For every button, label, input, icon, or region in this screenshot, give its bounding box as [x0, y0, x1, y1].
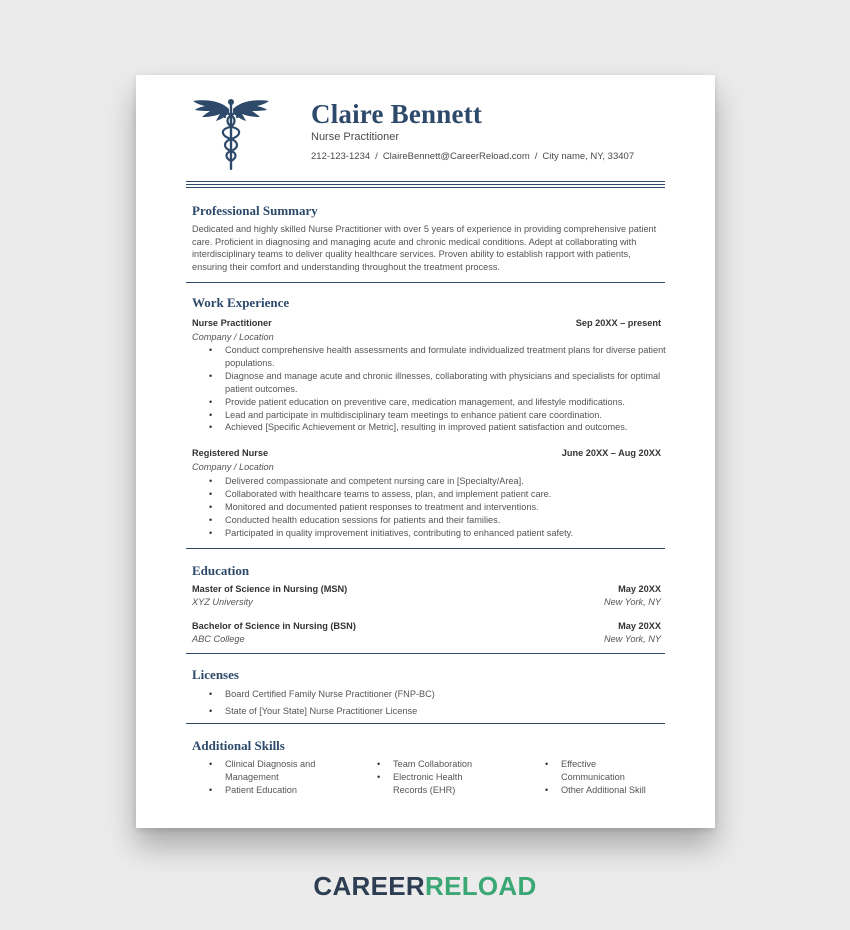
resume-page: [136, 75, 715, 828]
job-title: Nurse Practitioner: [311, 131, 400, 143]
license-item: • State of [Your State] Nurse Practitioner License: [225, 705, 685, 718]
license-item: • Board Certified Family Nurse Practitioner (FNP-BC): [225, 688, 685, 701]
section-divider: [186, 548, 665, 549]
job-company: Company / Location: [192, 462, 274, 472]
degree-name: Bachelor of Science in Nursing (BSN): [192, 621, 356, 631]
job-header: [192, 447, 661, 460]
summary-text: Dedicated and highly skilled Nurse Practitioner with over 5 years of experience in providing comprehensive patient care. Proficient in diagnosing and managing acute and chronic medical conditions. Adept at collaborating with interdisciplinary teams to deliver quality healthcare services. Proven ability to establish rapport with patients, ensuring their comfort and understanding throughout the treatment process.: [192, 224, 657, 272]
skills-column: [360, 758, 493, 797]
bullet-item: • Lead and participate in multidisciplinary team meetings to enhance patient care coordination.: [225, 409, 685, 422]
header-divider-line: [186, 187, 665, 188]
contact-separator: /: [375, 151, 378, 162]
skills-column: [192, 758, 325, 797]
section-heading-education: Education: [192, 563, 250, 578]
job-role: Nurse Practitioner: [192, 318, 272, 328]
bullet-item: • Delivered compassionate and competent nursing care in [Specialty/Area].: [225, 475, 685, 488]
career-reload-logo: [0, 871, 850, 902]
section-heading-skills: Additional Skills: [192, 738, 285, 753]
bullet-item: • Collaborated with healthcare teams to assess, plan, and implement patient care.: [225, 488, 685, 501]
skill-item: • Other Additional Skill: [561, 784, 661, 797]
bullet-item: • Participated in quality improvement initiatives, contributing to enhanced patient safety.: [225, 527, 685, 540]
job-dates: June 20XX – Aug 20XX: [561, 448, 661, 458]
job-role: Registered Nurse: [192, 448, 269, 458]
contact-line: [311, 151, 634, 162]
section-heading-summary: Professional Summary: [192, 203, 318, 218]
school-name: XYZ University: [192, 597, 253, 607]
header-divider-line: [186, 181, 665, 182]
bullet-item: • Conduct comprehensive health assessments and formulate individualized treatment plans for diverse patient populations.: [225, 344, 685, 370]
education-header: [192, 583, 661, 596]
job-header: [192, 317, 661, 330]
bullet-item: • Diagnose and manage acute and chronic illnesses, collaborating with physicians and specialists for optimal patient outcomes.: [225, 370, 685, 396]
caduceus-icon: [191, 95, 271, 171]
job-company: Company / Location: [192, 332, 274, 342]
skill-item: • Patient Education: [225, 784, 325, 797]
phone-number: 212-123-1234: [311, 151, 371, 162]
skills-column: [528, 758, 661, 797]
school-name: ABC College: [192, 634, 245, 644]
job-bullets: [192, 475, 685, 540]
header-divider-line: [186, 184, 665, 185]
school-location: New York, NY: [603, 597, 661, 607]
section-heading-licenses: Licenses: [192, 667, 239, 682]
education-school-line: [192, 596, 661, 609]
contact-separator: /: [534, 151, 538, 162]
email-address[interactable]: ClaireBennett@CareerReload.com: [382, 151, 530, 162]
degree-name: Master of Science in Nursing (MSN): [192, 584, 348, 594]
bullet-item: • Provide patient education on preventive care, medication management, and lifestyle modifications.: [225, 396, 685, 409]
skill-item: • Electronic Health Records (EHR): [393, 771, 493, 797]
graduation-date: May 20XX: [618, 621, 661, 631]
home-location: City name, NY, 33407: [542, 151, 635, 162]
brand-word-reload: RELOAD: [425, 871, 537, 901]
education-school-line: [192, 633, 661, 646]
brand-word-career: CAREER: [313, 871, 425, 901]
job-bullets: [192, 344, 685, 434]
education-header: [192, 620, 661, 633]
skill-item: • Team Collaboration: [393, 758, 493, 771]
job-dates: Sep 20XX – present: [575, 318, 661, 328]
school-location: New York, NY: [603, 634, 661, 644]
skill-item: • Clinical Diagnosis and Management: [225, 758, 325, 784]
bullet-item: • Monitored and documented patient responses to treatment and interventions.: [225, 501, 685, 514]
section-heading-experience: Work Experience: [192, 295, 290, 310]
section-divider: [186, 723, 665, 724]
licenses-list: [192, 688, 685, 723]
bullet-item: • Achieved [Specific Achievement or Metric], resulting in improved patient satisfaction and outcomes.: [225, 421, 685, 434]
graduation-date: May 20XX: [618, 584, 661, 594]
section-divider: [186, 653, 665, 654]
candidate-name: Claire Bennett: [311, 99, 483, 129]
section-divider: [186, 282, 665, 283]
skill-item: • Effective Communication: [561, 758, 661, 784]
bullet-item: • Conducted health education sessions for patients and their families.: [225, 514, 685, 527]
